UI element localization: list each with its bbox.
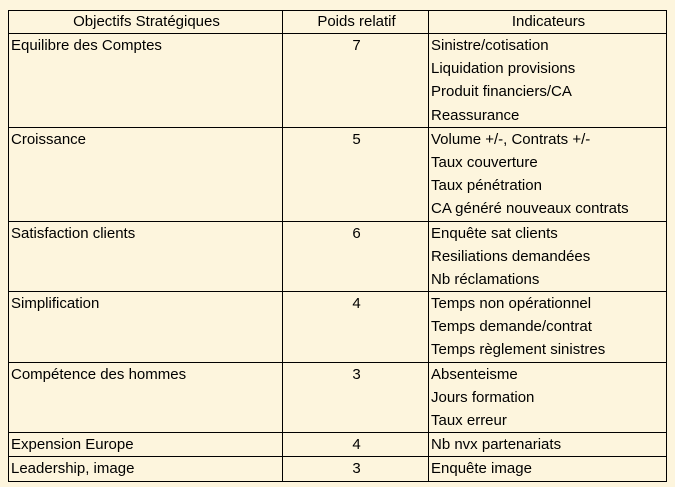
- indicators-cell: [429, 362, 667, 433]
- indicators-cell: [429, 292, 667, 363]
- header-indicators: Indicateurs: [429, 11, 667, 34]
- weight-cell: 3: [283, 362, 429, 433]
- header-weight: Poids relatif: [283, 11, 429, 34]
- table-row: [9, 34, 667, 128]
- indicator-item: Enquête sat clients: [431, 224, 558, 242]
- indicator-item: Temps règlement sinistres: [431, 341, 606, 359]
- indicator-item: Volume +/-, Contrats +/-: [431, 130, 591, 148]
- weight-cell: 5: [283, 127, 429, 221]
- indicator-item: Reassurance: [431, 106, 520, 124]
- indicators-cell: [429, 457, 667, 481]
- objective-cell: Croissance: [9, 127, 283, 221]
- indicator-item: Taux pénétration: [431, 177, 542, 195]
- table-row: [9, 221, 667, 292]
- indicator-item: Temps non opérationnel: [431, 295, 592, 313]
- table-row: [9, 127, 667, 221]
- weight-cell: 7: [283, 34, 429, 128]
- header-objectives: Objectifs Stratégiques: [9, 11, 283, 34]
- indicator-item: Taux couverture: [431, 153, 538, 171]
- table-row: [9, 292, 667, 363]
- objective-cell: Leadership, image: [9, 457, 283, 481]
- table-row: [9, 433, 667, 457]
- objective-cell: Satisfaction clients: [9, 221, 283, 292]
- weight-cell: 4: [283, 292, 429, 363]
- indicators-cell: [429, 433, 667, 457]
- table-row: [9, 457, 667, 481]
- objective-cell: Compétence des hommes: [9, 362, 283, 433]
- indicator-item: Produit financiers/CA: [431, 83, 572, 101]
- header-row: [9, 11, 667, 34]
- indicator-item: Enquête image: [431, 460, 532, 478]
- indicator-item: Taux erreur: [431, 412, 507, 429]
- indicator-item: Liquidation provisions: [431, 60, 576, 78]
- weight-cell: 6: [283, 221, 429, 292]
- weight-cell: 4: [283, 433, 429, 457]
- objective-cell: Simplification: [9, 292, 283, 363]
- indicator-item: Nb réclamations: [431, 270, 540, 288]
- indicator-item: Resiliations demandées: [431, 247, 591, 265]
- indicators-cell: [429, 127, 667, 221]
- table-row: [9, 362, 667, 433]
- objective-cell: Equilibre des Comptes: [9, 34, 283, 128]
- indicators-cell: [429, 34, 667, 128]
- indicator-item: Jours formation: [431, 388, 535, 406]
- objective-cell: Expension Europe: [9, 433, 283, 457]
- weight-cell: 3: [283, 457, 429, 481]
- indicator-item: Temps demande/contrat: [431, 318, 592, 336]
- indicator-item: CA généré nouveaux contrats: [431, 200, 629, 218]
- indicators-cell: [429, 221, 667, 292]
- indicator-item: Nb nvx partenariats: [431, 436, 562, 454]
- indicator-item: Absenteisme: [431, 365, 518, 383]
- indicator-item: Sinistre/cotisation: [431, 37, 549, 54]
- strategic-objectives-table: [8, 10, 667, 482]
